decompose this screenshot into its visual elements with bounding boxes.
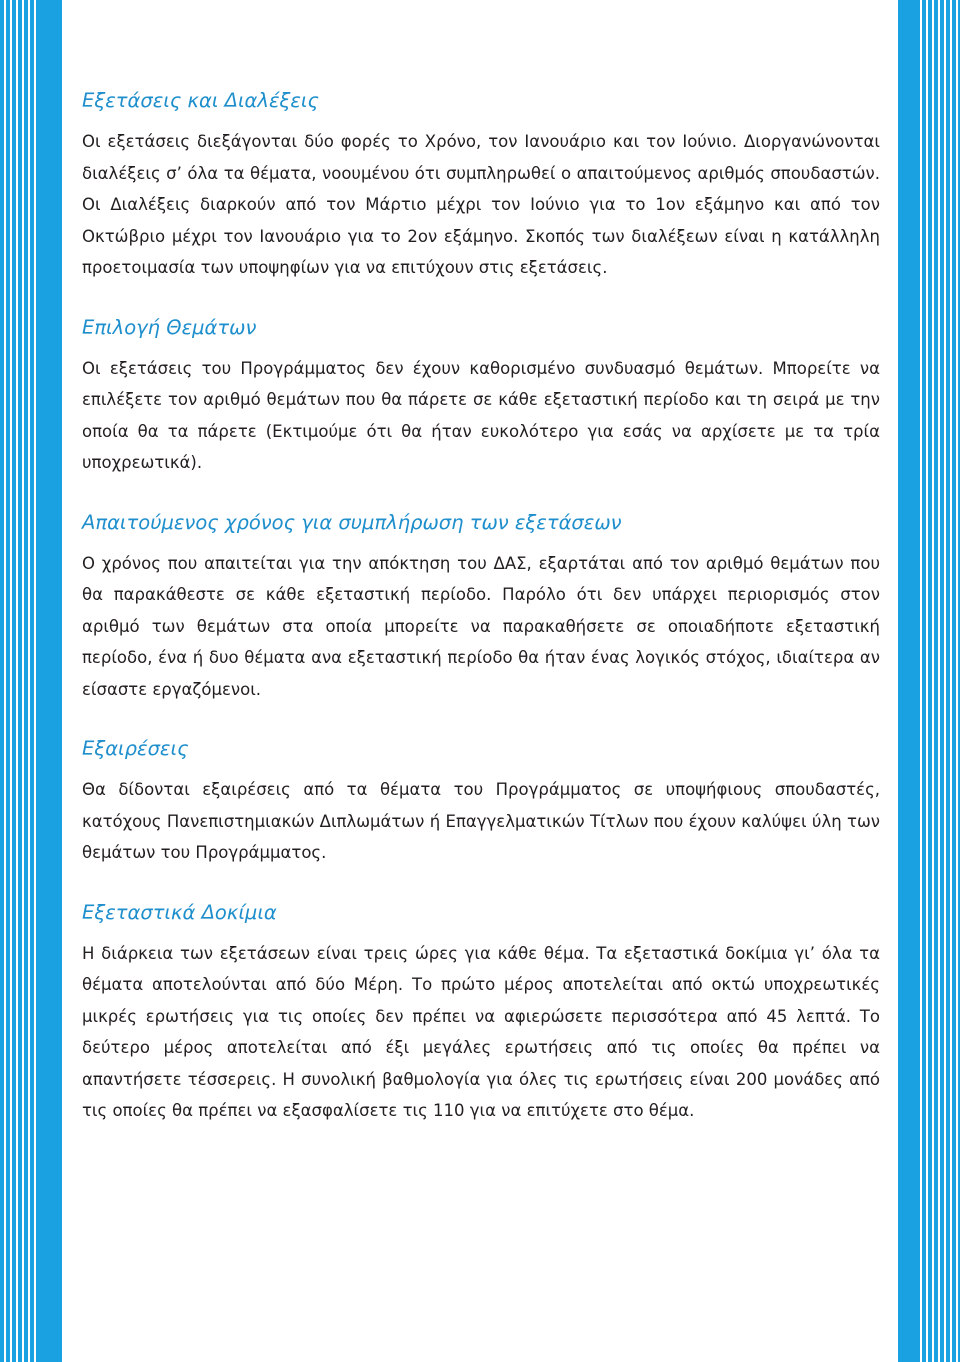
section-body: Η διάρκεια των εξετάσεων είναι τρεις ώρες για κάθε θέμα. Τα εξεταστικά δοκίμια γι’ όλα τα θέματα αποτελούνται από δύο Μέρη. Το πρώτο μέρος αποτελείται από οκτώ υποχρεωτικές μικρές ερωτήσεις για τις οποίες δεν πρέπει να αφιερώσετε περισσότερα από 45 λεπτά. Το δεύτερο μέρος αποτελείται από έξι μεγάλες ερωτήσεις από τις οποίες θα πρέπει να απαντήσετε τέσσερεις. Η συνολική βαθμολογία για όλες τις ερωτήσεις είναι 200 μονάδες από τις οποίες θα πρέπει να εξασφαλίσετε τις 110 για να επιτύχετε στο θέμα. [82, 943, 880, 1120]
section-heading: Εξαιρέσεις [82, 737, 189, 760]
section-body: Θα δίδονται εξαιρέσεις από τα θέματα του Προγράμματος σε υποψήφιους σπουδαστές, κατόχους Πανεπιστημιακών Διπλωμάτων ή Επαγγελματικών Τίτλων που έχουν καλύψει ύλη των θεμάτων του Προγράμματος. [82, 780, 880, 862]
section-heading: Απαιτούμενος χρόνος για συμπλήρωση των εξετάσεων [82, 510, 622, 534]
right-decorative-stripes [898, 0, 960, 1362]
section-heading: Εξετάσεις και Διαλέξεις [82, 89, 319, 112]
left-decorative-stripes [0, 0, 62, 1362]
section-body: Οι εξετάσεις διεξάγονται δύο φορές το Χρόνο, τον Ιανουάριο και τον Ιούνιο. Διοργανώνονται διαλέξεις σ’ όλα τα θέματα, νοουμένου ότι συμπληρωθεί ο απαιτούμενος αριθμός σπουδαστών. Οι Διαλέξεις διαρκούν από τον Μάρτιο μέχρι τον Ιούνιο για το 1ον εξάμηνο και από τον Οκτώβριο μέχρι τον Ιανουάριο για το 2ον εξάμηνο. Σκοπός των διαλέξεων είναι η κατάλληλη προετοιμασία των υποψηφίων για να επιτύχουν στις εξετάσεις. [82, 132, 880, 277]
section-heading: Εξεταστικά Δοκίμια [82, 900, 277, 924]
section-heading: Επιλογή Θεμάτων [82, 315, 257, 339]
section-required-time [82, 510, 880, 706]
section-exemptions [82, 736, 880, 869]
document-content [82, 88, 880, 1158]
section-exams-lectures [82, 88, 880, 284]
section-exam-papers [82, 900, 880, 1127]
section-body: Ο χρόνος που απαιτείται για την απόκτηση του ΔΑΣ, εξαρτάται από τον αριθμό θεμάτων που θα παρακάθεστε σε κάθε εξεταστική περίοδο. Παρόλο ότι δεν υπάρχει περιορισμός στον αριθμό των θεμάτων στα οποία μπορείτε να παρακαθήσετε σε οποιαδήποτε εξεταστική περίοδο, ένα ή δυο θέματα ανα εξεταστική περίοδο θα ήταν ένας λογικός στόχος, ιδιαίτερα αν είσαστε εργαζόμενοι. [82, 553, 880, 699]
section-subject-selection [82, 315, 880, 479]
section-body: Οι εξετάσεις του Προγράμματος δεν έχουν καθορισμένο συνδυασμό θεμάτων. Μπορείτε να επιλέξετε τον αριθμό θεμάτων που θα πάρετε σε κάθε εξεταστική περίοδο και τη σειρά με την οποία θα τα πάρετε (Εκτιμούμε ότι θα ήταν ευκολότερο για εσάς να αρχίσετε με τα τρία υποχρεωτικά). [82, 358, 880, 472]
